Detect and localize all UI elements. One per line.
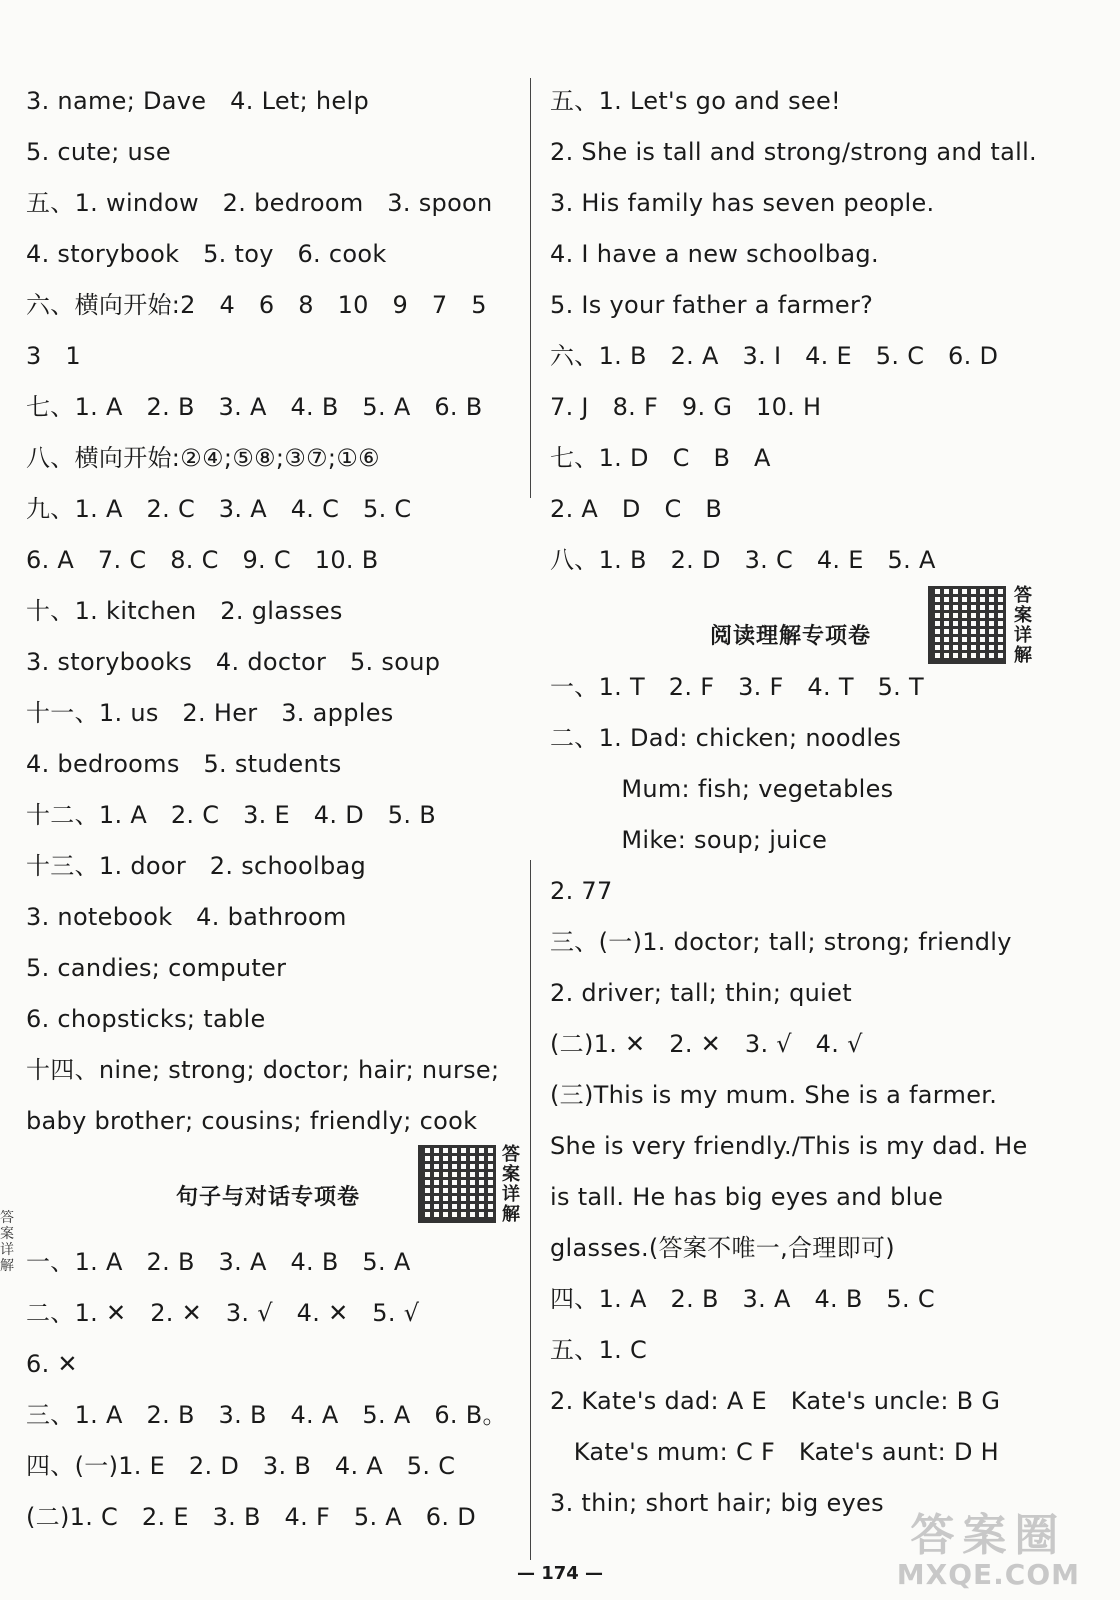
answer-line: 3 1 — [26, 342, 81, 370]
answer-line: 九、1. A 2. C 3. A 4. C 5. C — [26, 495, 412, 523]
answer-line: (二)1. C 2. E 3. B 4. F 5. A 6. D — [26, 1503, 477, 1531]
answer-line: Mum: fish; vegetables — [550, 775, 894, 803]
left-answers-bottom — [26, 1237, 536, 1543]
answer-line: 三、(一)1. doctor; tall; strong; friendly — [550, 928, 1012, 956]
answer-line: 2. driver; tall; thin; quiet — [550, 979, 852, 1007]
answer-line: is tall. He has big eyes and blue — [550, 1183, 944, 1211]
left-answers-top — [26, 76, 536, 1147]
answer-line: 十二、1. A 2. C 3. E 4. D 5. B — [26, 801, 436, 829]
answer-line: 十、1. kitchen 2. glasses — [26, 597, 343, 625]
answer-line: 八、横向开始:②④;⑤⑧;③⑦;①⑥ — [26, 444, 380, 472]
answer-line: 四、(一)1. E 2. D 3. B 4. A 5. C — [26, 1452, 456, 1480]
answer-line: 4. storybook 5. toy 6. cook — [26, 240, 387, 268]
watermark-logo: 答案圈 — [910, 1510, 1067, 1561]
answer-line: 6. A 7. C 8. C 9. C 10. B — [26, 546, 379, 574]
answer-line: 5. candies; computer — [26, 954, 287, 982]
answer-line: 一、1. T 2. F 3. F 4. T 5. T — [550, 673, 924, 701]
answer-line: 六、横向开始:2 4 6 8 10 9 7 5 — [26, 291, 487, 319]
answer-line: 五、1. C — [550, 1336, 648, 1364]
answer-line: She is very friendly./This is my dad. He — [550, 1132, 1028, 1160]
watermark — [897, 1512, 1080, 1590]
answer-line: Kate's mum: C F Kate's aunt: D H — [550, 1438, 1000, 1466]
answer-line: glasses.(答案不唯一,合理即可) — [550, 1234, 895, 1262]
answer-line: (二)1. ✕ 2. ✕ 3. √ 4. √ — [550, 1030, 863, 1058]
answer-line: 3. thin; short hair; big eyes — [550, 1489, 884, 1517]
answer-line: 二、1. Dad: chicken; noodles — [550, 724, 902, 752]
answer-line: 7. J 8. F 9. G 10. H — [550, 393, 822, 421]
answer-line: 3. storybooks 4. doctor 5. soup — [26, 648, 441, 676]
qr-label: 答案详解 — [502, 1144, 520, 1225]
answer-line: 三、1. A 2. B 3. B 4. A 5. A 6. B。 — [26, 1401, 507, 1429]
section-title: 句子与对话专项卷 — [176, 1185, 361, 1210]
section-title: 阅读理解专项卷 — [710, 624, 872, 649]
answer-line: 2. A D C B — [550, 495, 723, 523]
answer-line: 七、1. D C B A — [550, 444, 771, 472]
section-reading-comprehension — [550, 585, 1070, 666]
right-answers-bottom — [550, 662, 1070, 1529]
watermark-url: MXQE.COM — [896, 1558, 1080, 1591]
right-answers-top — [550, 76, 1070, 586]
left-column — [26, 76, 536, 1543]
answer-line: 八、1. B 2. D 3. C 4. E 5. A — [550, 546, 936, 574]
answer-line: 十四、nine; strong; doctor; hair; nurse; — [26, 1056, 500, 1084]
answer-line: Mike: soup; juice — [550, 826, 828, 854]
qr-label: 答案详解 — [1014, 585, 1032, 666]
answer-line: 七、1. A 2. B 3. A 4. B 5. A 6. B — [26, 393, 483, 421]
answer-line: 二、1. ✕ 2. ✕ 3. √ 4. ✕ 5. √ — [26, 1299, 420, 1327]
answer-line: 3. notebook 4. bathroom — [26, 903, 347, 931]
answer-line: 一、1. A 2. B 3. A 4. B 5. A — [26, 1248, 411, 1276]
margin-mark: 答案详解 — [0, 1210, 14, 1274]
answer-line: 4. bedrooms 5. students — [26, 750, 342, 778]
answer-line: 6. ✕ — [26, 1350, 78, 1378]
answer-line: 五、1. window 2. bedroom 3. spoon — [26, 189, 493, 217]
answer-line: 十三、1. door 2. schoolbag — [26, 852, 367, 880]
right-column — [550, 76, 1070, 1529]
page-number: — 174 — — [516, 1563, 604, 1584]
answer-line: 2. 77 — [550, 877, 613, 905]
answer-line: 3. name; Dave 4. Let; help — [26, 87, 369, 115]
section-sentence-dialogue — [26, 1144, 536, 1225]
answer-line: 十一、1. us 2. Her 3. apples — [26, 699, 394, 727]
answer-line: 2. Kate's dad: A E Kate's uncle: B G — [550, 1387, 1001, 1415]
answer-line: 4. I have a new schoolbag. — [550, 240, 879, 268]
answer-line: 5. cute; use — [26, 138, 171, 166]
answer-line: 四、1. A 2. B 3. A 4. B 5. C — [550, 1285, 935, 1313]
answer-line: 3. His family has seven people. — [550, 189, 935, 217]
answer-line: 六、1. B 2. A 3. I 4. E 5. C 6. D — [550, 342, 999, 370]
qr-code-icon[interactable] — [418, 1145, 496, 1223]
answer-line: (三)This is my mum. She is a farmer. — [550, 1081, 998, 1109]
answer-line: baby brother; cousins; friendly; cook — [26, 1107, 478, 1135]
answer-line: 五、1. Let's go and see! — [550, 87, 841, 115]
answer-line: 6. chopsticks; table — [26, 1005, 266, 1033]
answer-line: 2. She is tall and strong/strong and tall. — [550, 138, 1037, 166]
answer-line: 5. Is your father a farmer? — [550, 291, 874, 319]
qr-code-icon[interactable] — [928, 586, 1006, 664]
